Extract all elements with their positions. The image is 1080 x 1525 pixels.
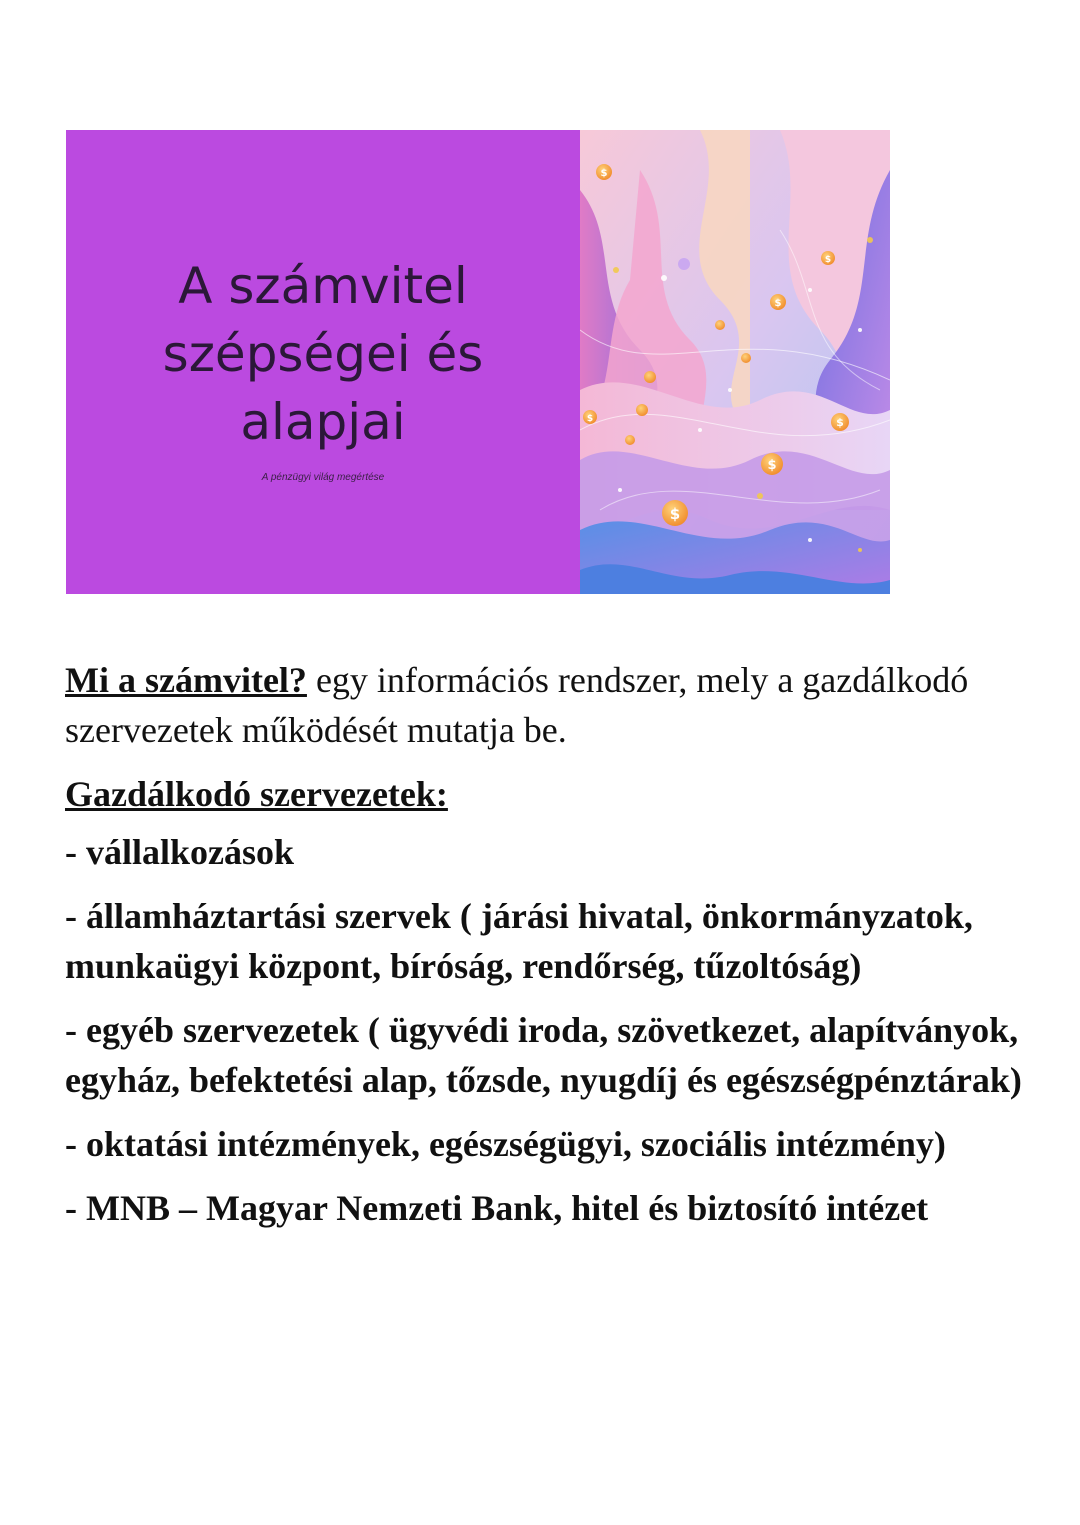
svg-text:$: $ (600, 168, 608, 179)
section-heading: Gazdálkodó szervezetek: (65, 774, 448, 814)
slide-subtitle: A pénzügyi világ megértése (261, 471, 385, 483)
question-label: Mi a számvitel? (65, 660, 307, 700)
svg-text:$: $ (767, 458, 777, 473)
abstract-finance-illustration (580, 130, 890, 594)
wave-illustration (580, 130, 890, 594)
definition-paragraph (65, 655, 1055, 755)
svg-text:$: $ (586, 414, 594, 424)
svg-text:$: $ (774, 298, 782, 309)
slide-text-panel (66, 130, 580, 594)
list-item: - vállalkozások (65, 832, 295, 872)
list-item: - egyéb szervezetek ( ügyvédi iroda, szövetkezet, alapítványok, egyház, befektetési alap, tőzsde, nyugdíj és egészségpénztárak) (65, 1010, 1022, 1100)
svg-text:$: $ (669, 505, 681, 523)
title-slide-image (66, 130, 890, 594)
slide-title: A számvitel szépségei és alapjai (162, 256, 484, 451)
list-item: - MNB – Magyar Nemzeti Bank, hitel és biztosító intézet (65, 1188, 929, 1228)
document-body (65, 655, 1055, 1247)
list-item: - államháztartási szervek ( járási hivatal, önkormányzatok, munkaügyi központ, bíróság, rendőrség, tűzoltóság) (65, 896, 973, 986)
list-item: - oktatási intézmények, egészségügyi, szociális intézmény) (65, 1124, 946, 1164)
definition-text: egy információs rendszer, mely a gazdálkodó szervezetek működését mutatja be. (65, 660, 969, 750)
svg-text:$: $ (836, 416, 844, 429)
svg-text:$: $ (824, 255, 832, 265)
